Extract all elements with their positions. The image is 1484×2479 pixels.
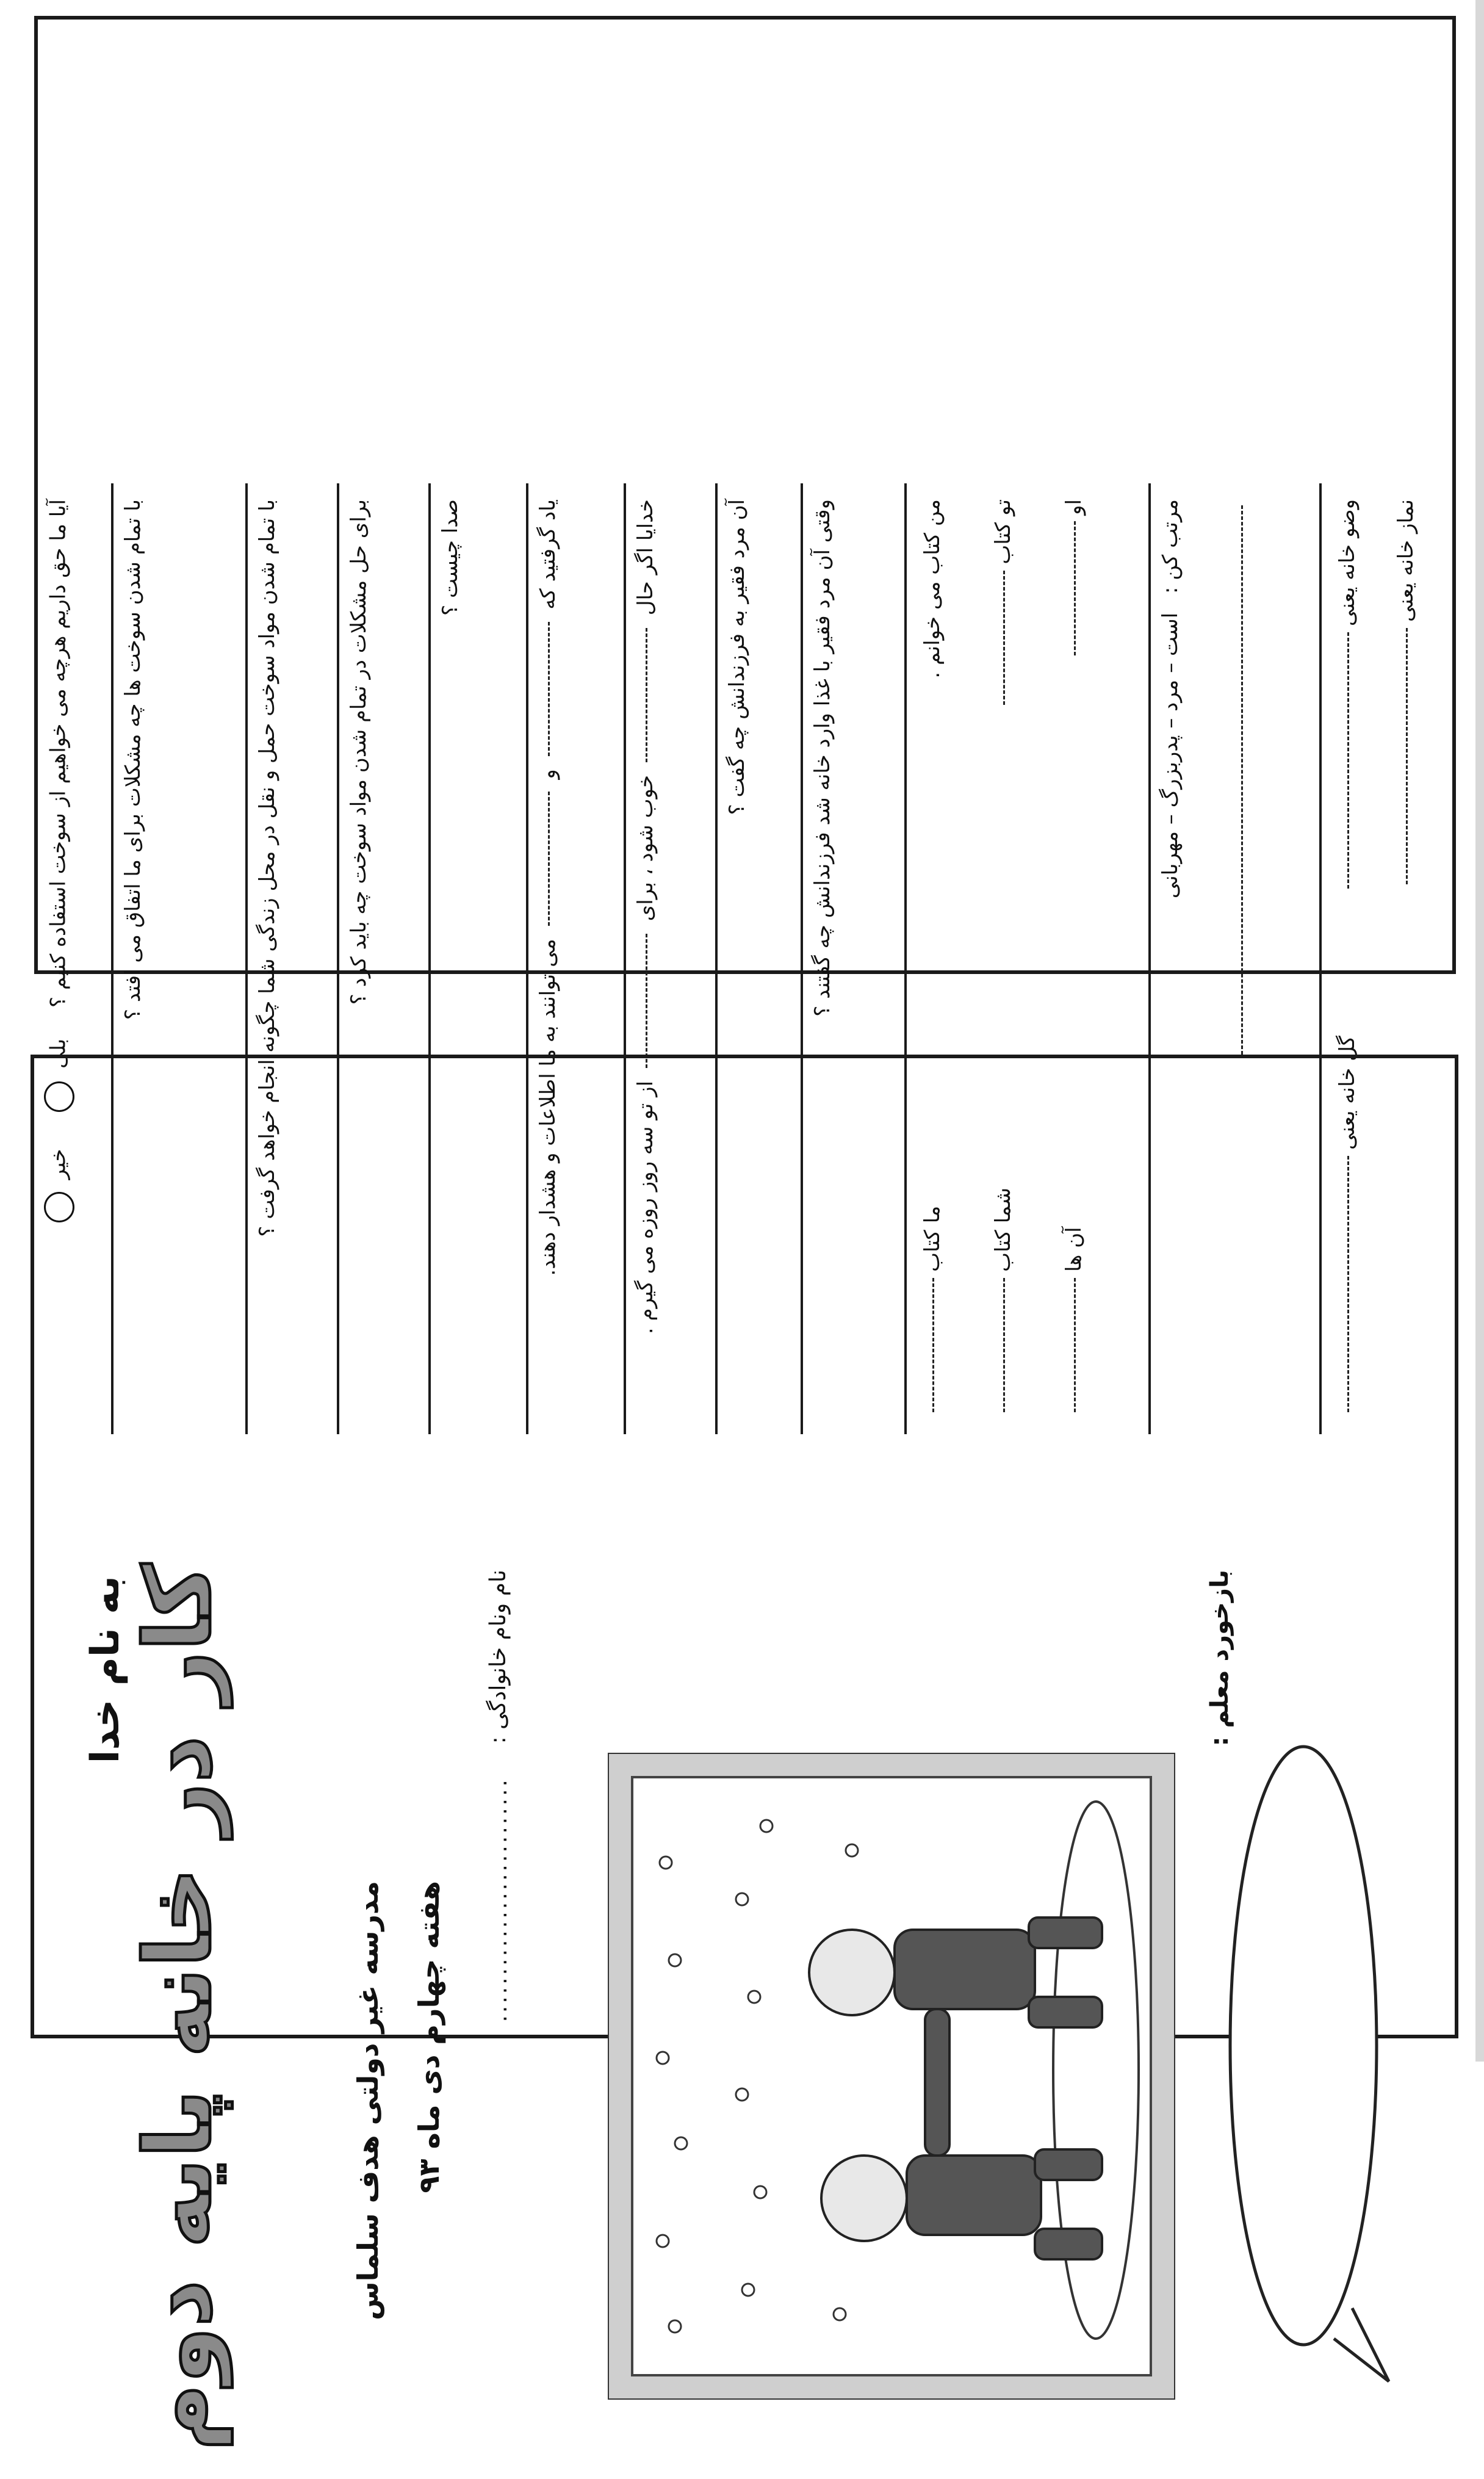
sentence-2b: شما کتاب: [990, 1187, 1015, 1272]
question-1-text: آیا ما حق داریم هرچه می خواهیم از سوخت استفاده کنیم ؟: [46, 499, 71, 1008]
question-7-part-a: خدایا اگر حال: [633, 499, 658, 616]
school-name: مدرسه غیر دولتی هدف سلماس: [351, 1881, 384, 2320]
winter-illustration: [608, 1753, 1175, 2400]
cover-content: [34, 1503, 1455, 2479]
question-7-part-b: خوب شود ، برای: [633, 774, 658, 922]
name-label: نام ونام خانوادگی :: [486, 1570, 511, 1744]
question-11-words: است – مرد – پدربزرگ – مهربانی: [1158, 612, 1183, 899]
blank-line[interactable]: [1347, 632, 1349, 889]
blank-line[interactable]: [1003, 571, 1005, 705]
meaning-a: وضو خانه یعنی: [1335, 499, 1360, 627]
sentence-2a: تو کتاب: [990, 499, 1015, 565]
blank-line[interactable]: [1074, 521, 1076, 655]
page-title: کار در خانه پایه دوم: [126, 1564, 232, 2451]
answer-line[interactable]: [1241, 505, 1243, 1055]
blank-line[interactable]: [548, 622, 550, 756]
feedback-bubble[interactable]: [1218, 1728, 1401, 2387]
sentence-3a: او: [1061, 499, 1086, 515]
name-field[interactable]: ..........................: [487, 1777, 512, 2023]
cover-sheet: [31, 1055, 1458, 2451]
blank-line[interactable]: [1406, 628, 1408, 884]
bismillah-heading: به نام خدا: [83, 1576, 128, 1764]
yes-label: بلی: [46, 1038, 71, 1069]
sentence-3b: آن ها: [1061, 1227, 1086, 1272]
no-label: خیر: [46, 1149, 71, 1180]
question-11-label: مرتب کن :: [1158, 499, 1183, 594]
question-6-part-a: یاد گرفتید که: [536, 499, 560, 610]
question-2-text: با تمام شدن سوخت ها چه مشکلات برای ما اتفاق می افتد ؟: [121, 499, 145, 1020]
question-3-text: با تمام شدن مواد سوخت حمل و نقل در محل زندگی شما چگونه انجام خواهد گرفت ؟: [255, 499, 279, 1237]
meaning-b: گل خانه یعنی: [1335, 1035, 1360, 1150]
week-label: هفته چهارم دی ماه ۹۳: [412, 1881, 445, 2193]
question-7-part-c: از تو سه روز روزه می گیرم .: [633, 1080, 658, 1335]
questions-sheet: [34, 16, 1456, 1335]
blank-line[interactable]: [646, 628, 647, 762]
question-4-text: برای حل مشکلات در تمام شدن مواد سوخت چه باید کرد ؟: [347, 499, 371, 1005]
question-8-text: آن مرد فقیر به فرزندانش چه گفت ؟: [725, 499, 749, 815]
question-9-text: وقتی آن مرد فقیر با غذا وارد خانه شد فرزندانش چه گفتند ؟: [810, 499, 835, 1017]
teacher-feedback-label: بازخورد معلم :: [1206, 1570, 1234, 1747]
meaning-c: نماز خانه یعنی: [1393, 499, 1418, 622]
blank-line[interactable]: [548, 792, 550, 926]
question-6-part-b: و: [536, 769, 560, 779]
blank-line[interactable]: [646, 934, 647, 1068]
sentence-1b: ما کتاب: [920, 1205, 945, 1272]
question-6-part-c: می توانند به ما اطلاعات و هشدار دهند.: [536, 939, 560, 1276]
sentence-1a: من کتاب می خوانم .: [920, 499, 945, 679]
question-5-text: صدا چیست ؟: [438, 499, 463, 616]
